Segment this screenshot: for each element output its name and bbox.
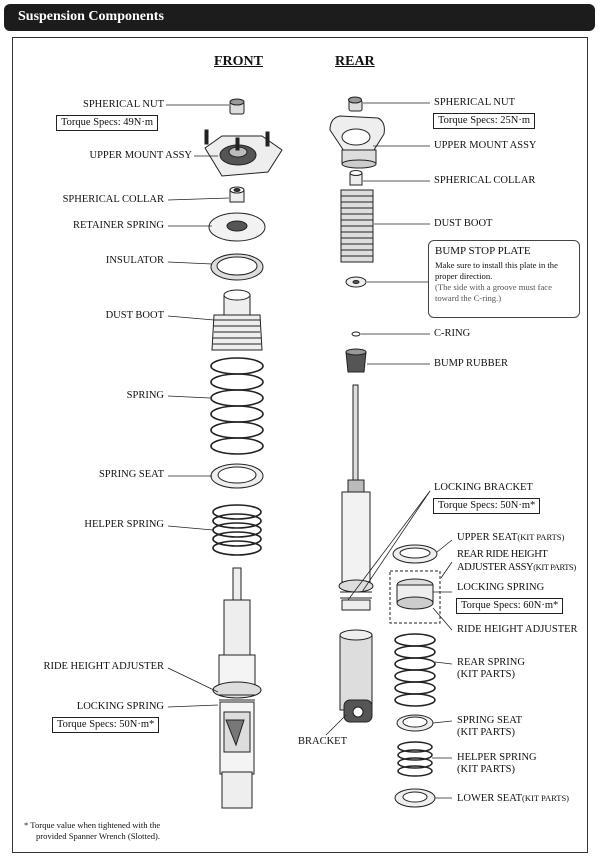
front-shock-body-part [213,568,261,808]
rear-spring-seat-part [397,715,433,731]
rear-spring-note: (KIT PARTS) [457,669,516,680]
section-title: Suspension Components [18,9,164,24]
rear-spring-seat-label: SPRING SEAT [457,715,523,726]
front-locking-spring-torque: Torque Specs: 50N·m* [52,717,159,733]
rear-c-ring-part [352,332,360,336]
rear-locking-spring-label: LOCKING SPRING [457,582,545,593]
rear-bump-rubber-label: BUMP RUBBER [434,358,509,369]
rear-spherical-collar-label: SPHERICAL COLLAR [434,175,536,186]
front-retainer-spring-label: RETAINER SPRING [72,220,164,231]
rear-ride-height-adjuster-assy-line1: REAR RIDE HEIGHT [457,549,548,560]
rear-heading: REAR [335,54,375,69]
front-spherical-nut-part [230,99,244,114]
rear-bump-rubber-part [346,349,366,372]
front-dust-boot-part [212,290,262,350]
bump-stop-plate-text: Make sure to install this plate in the proper direction. [435,260,558,281]
rear-upper-mount-label: UPPER MOUNT ASSY [434,140,537,151]
rear-locking-bracket-label: LOCKING BRACKET [434,482,533,493]
bump-stop-plate-paren: (The side with a groove must face toward the C-ring.) [435,282,552,303]
rear-locking-bracket-torque: Torque Specs: 50N·m* [433,498,540,514]
front-insulator-part [211,254,263,280]
rear-spherical-nut-label: SPHERICAL NUT [434,97,515,108]
rear-upper-seat-label: UPPER SEAT(KIT PARTS) [457,532,565,543]
rear-locking-spring-torque: Torque Specs: 60N·m* [456,598,563,614]
front-upper-mount-part [205,130,282,176]
front-spherical-collar-part [230,187,244,202]
rear-ride-height-adjuster-label: RIDE HEIGHT ADJUSTER [457,624,578,635]
front-spherical-nut-label: SPHERICAL NUT [83,99,164,110]
rear-helper-spring-part [398,742,432,776]
front-upper-mount-label: UPPER MOUNT ASSY [89,150,192,161]
front-spherical-collar-label: SPHERICAL COLLAR [62,194,164,205]
front-locking-spring-label: LOCKING SPRING [76,701,164,712]
rear-dust-boot-part [341,190,373,262]
front-helper-spring-label: HELPER SPRING [84,519,164,530]
rear-ride-height-adjuster-assy-line2: ADJUSTER ASSY(KIT PARTS) [457,562,576,573]
front-spring-seat-label: SPRING SEAT [98,469,164,480]
front-spring-part [211,358,263,454]
rear-spherical-nut-torque: Torque Specs: 25N·m [433,113,535,129]
front-insulator-label: INSULATOR [105,255,164,266]
rear-spherical-collar-part [350,171,362,186]
front-spherical-nut-torque: Torque Specs: 49N·m [56,115,158,131]
rear-helper-spring-note: (KIT PARTS) [457,764,516,775]
rear-lower-seat-part [395,789,435,807]
front-spring-label: SPRING [126,390,164,401]
front-spring-seat-part [211,464,263,488]
rear-spring-part [395,634,435,706]
rear-c-ring-label: C-RING [434,328,471,339]
footnote-line1: * Torque value when tightened with the [24,820,161,830]
rear-spherical-nut-part [349,97,363,111]
footnote-line2: provided Spanner Wrench (Slotted). [36,831,161,841]
rear-helper-spring-label: HELPER SPRING [457,752,537,763]
rear-spring-label: REAR SPRING [457,657,525,668]
bump-stop-plate-title: BUMP STOP PLATE [435,245,531,257]
bump-stop-plate-note [428,240,580,318]
front-heading: FRONT [214,54,263,69]
rear-bracket-part [340,630,372,722]
rear-locking-spring-part [397,579,433,609]
rear-bracket-label: BRACKET [298,736,348,747]
front-ride-height-adjuster-label: RIDE HEIGHT ADJUSTER [43,661,164,672]
rear-upper-seat-part [393,545,437,563]
rear-dust-boot-label: DUST BOOT [434,218,493,229]
front-helper-spring-part [213,505,261,555]
rear-upper-mount-part [330,116,384,168]
front-retainer-spring-part [209,213,265,241]
torque-footnote [24,820,160,842]
rear-shock-part [339,385,373,610]
rear-lower-seat-label: LOWER SEAT(KIT PARTS) [457,793,570,804]
rear-spring-seat-note: (KIT PARTS) [457,727,516,738]
front-dust-boot-label: DUST BOOT [105,310,164,321]
rear-bump-stop-plate-part [346,277,366,287]
